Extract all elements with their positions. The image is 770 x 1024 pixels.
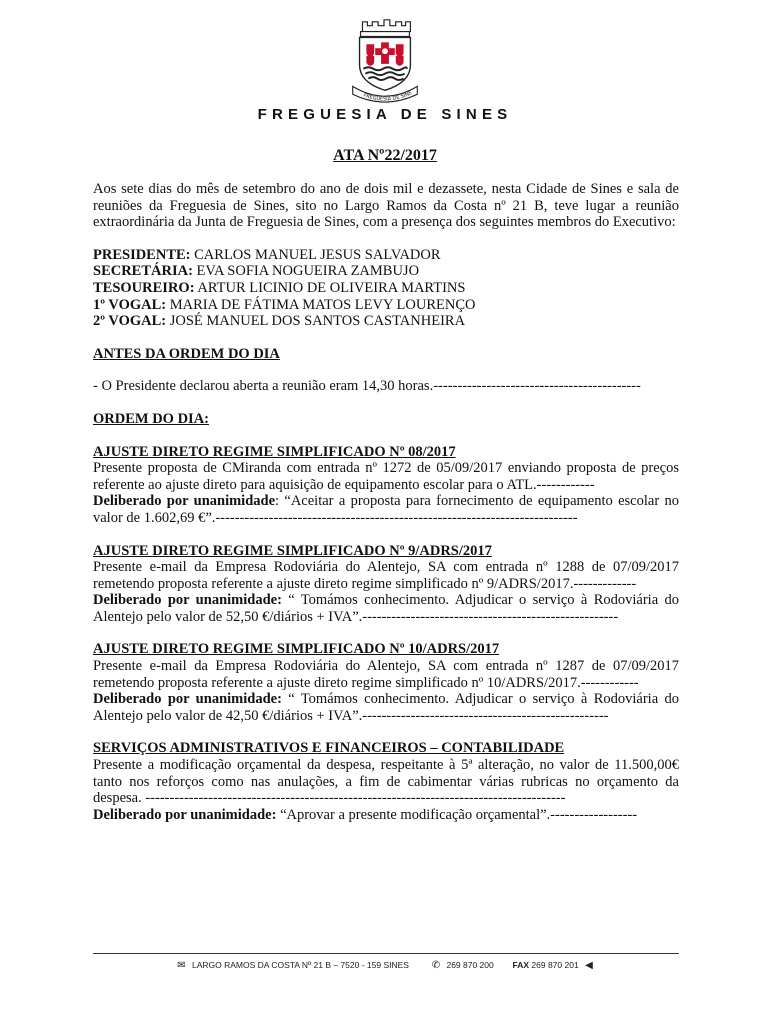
- member-role: TESOUREIRO:: [93, 279, 195, 296]
- decision-label: Deliberado por unanimidade:: [93, 691, 282, 708]
- agenda-item: [93, 543, 679, 626]
- decision-label: Deliberado por unanimidade:: [93, 592, 282, 609]
- coat-of-arms-icon: [335, 12, 433, 104]
- decision-text: “Aprovar a presente modificação orçamental”.------------------: [276, 806, 638, 823]
- agenda-item-decision: [93, 807, 679, 824]
- member-name: ARTUR LICINIO DE OLIVEIRA MARTINS: [194, 279, 466, 296]
- member-name: EVA SOFIA NOGUEIRA ZAMBUJO: [192, 263, 420, 280]
- ordem-section-title: ORDEM DO DIA:: [93, 410, 209, 427]
- agenda-item: [93, 740, 679, 823]
- agenda-item-title: AJUSTE DIRETO REGIME SIMPLIFICADO Nº 08/2017: [93, 443, 456, 460]
- document-title: ATA Nº22/2017: [333, 147, 437, 164]
- phone-icon: ✆: [431, 960, 441, 971]
- agenda-item-title: SERVIÇOS ADMINISTRATIVOS E FINANCEIROS – CONTABILIDADE: [93, 740, 565, 757]
- crest-logo: [335, 12, 433, 104]
- member-name: CARLOS MANUEL JESUS SALVADOR: [190, 246, 441, 263]
- crest-motto: FREGUESIA DE SINE: [362, 90, 414, 103]
- envelope-icon: ✉: [177, 960, 186, 971]
- page-footer: [0, 960, 770, 971]
- footer-fax-label: FAX: [512, 960, 530, 970]
- member-role: PRESIDENTE:: [93, 246, 191, 263]
- member-line: [93, 280, 679, 297]
- member-role: SECRETÁRIA:: [93, 263, 193, 280]
- member-line: [93, 263, 679, 280]
- agenda-item-decision: [93, 691, 679, 724]
- member-line: [93, 297, 679, 314]
- member-role: 2º VOGAL:: [93, 313, 167, 330]
- agenda-item-text: Presente a modificação orçamental da despesa, respeitante à 5ª alteração, no valor de 11.500,00€ tanto nos reforços como nas anulações, a fim de cabimentar várias rubricas no orçamento da despesa. ---------------------------------------------------------------------------------------: [93, 757, 679, 807]
- intro-paragraph: Aos sete dias do mês de setembro do ano de dois mil e dezassete, nesta Cidade de Sines e sala de reuniões da Freguesia de Sines, sito no Largo Ramos da Costa nº 21 B, teve lugar a reunião extraordinária da Junta de Freguesia de Sines, com a presença dos seguintes membros do Executivo:: [93, 181, 679, 231]
- antes-section-text: - O Presidente declarou aberta a reunião eram 14,30 horas.-------------------------------------------: [93, 378, 641, 395]
- member-line: [93, 313, 679, 330]
- decision-text: “ Tomámos conhecimento. Adjudicar o serviço à Rodoviária do Alentejo pelo valor de 52,50 €/diários + IVA”.-----------------------------------------------------: [93, 592, 679, 625]
- footer-phone: 269 870 200: [446, 960, 494, 970]
- agenda-item: [93, 444, 679, 527]
- antes-section-title: ANTES DA ORDEM DO DIA: [93, 345, 280, 362]
- decision-label: Deliberado por unanimidade:: [93, 806, 277, 823]
- agenda-item-text: Presente proposta de CMiranda com entrada nº 1272 de 05/09/2017 enviando proposta de preços referente ao ajuste direto para aquisição de equipamento escolar para o ATL.------------: [93, 460, 679, 493]
- member-line: [93, 247, 679, 264]
- members-list: [93, 247, 679, 330]
- triangle-left-icon: ◀: [585, 960, 593, 971]
- agenda-item-title: AJUSTE DIRETO REGIME SIMPLIFICADO Nº 9/ADRS/2017: [93, 542, 492, 559]
- agenda-item-text: Presente e-mail da Empresa Rodoviária do Alentejo, SA com entrada nº 1288 de 07/09/2017 remetendo proposta referente a ajuste direto regime simplificado nº 9/ADRS/2017.-------------: [93, 559, 679, 592]
- minutes-body: [93, 181, 679, 839]
- decision-text: “ Tomámos conhecimento. Adjudicar o serviço à Rodoviária do Alentejo pelo valor de 42,50 €/diários + IVA”.---------------------------------------------------: [93, 691, 679, 724]
- member-role: 1º VOGAL:: [93, 296, 167, 313]
- footer-divider: [93, 953, 679, 954]
- agenda-item-text: Presente e-mail da Empresa Rodoviária do Alentejo, SA com entrada nº 1287 de 07/09/2017 remetendo proposta referente a ajuste direto regime simplificado nº 10/ADRS/2017.------------: [93, 658, 679, 691]
- decision-text: : “Aceitar a proposta para fornecimento de equipamento escolar no valor de 1.602,69 €”.---------------------------------------------------------------------------: [93, 493, 679, 526]
- footer-fax: 269 870 201: [531, 960, 579, 970]
- agenda-item: [93, 641, 679, 724]
- agenda-item-decision: [93, 493, 679, 526]
- member-name: JOSÉ MANUEL DOS SANTOS CASTANHEIRA: [166, 313, 466, 330]
- organization-title: FREGUESIA DE SINES: [257, 106, 513, 123]
- decision-label: Deliberado por unanimidade: [93, 493, 276, 510]
- agenda-item-title: AJUSTE DIRETO REGIME SIMPLIFICADO Nº 10/ADRS/2017: [93, 641, 500, 658]
- agenda-item-decision: [93, 592, 679, 625]
- member-name: MARIA DE FÁTIMA MATOS LEVY LOURENÇO: [166, 296, 476, 313]
- footer-address: LARGO RAMOS DA COSTA Nº 21 B – 7520 - 159 SINES: [192, 960, 409, 970]
